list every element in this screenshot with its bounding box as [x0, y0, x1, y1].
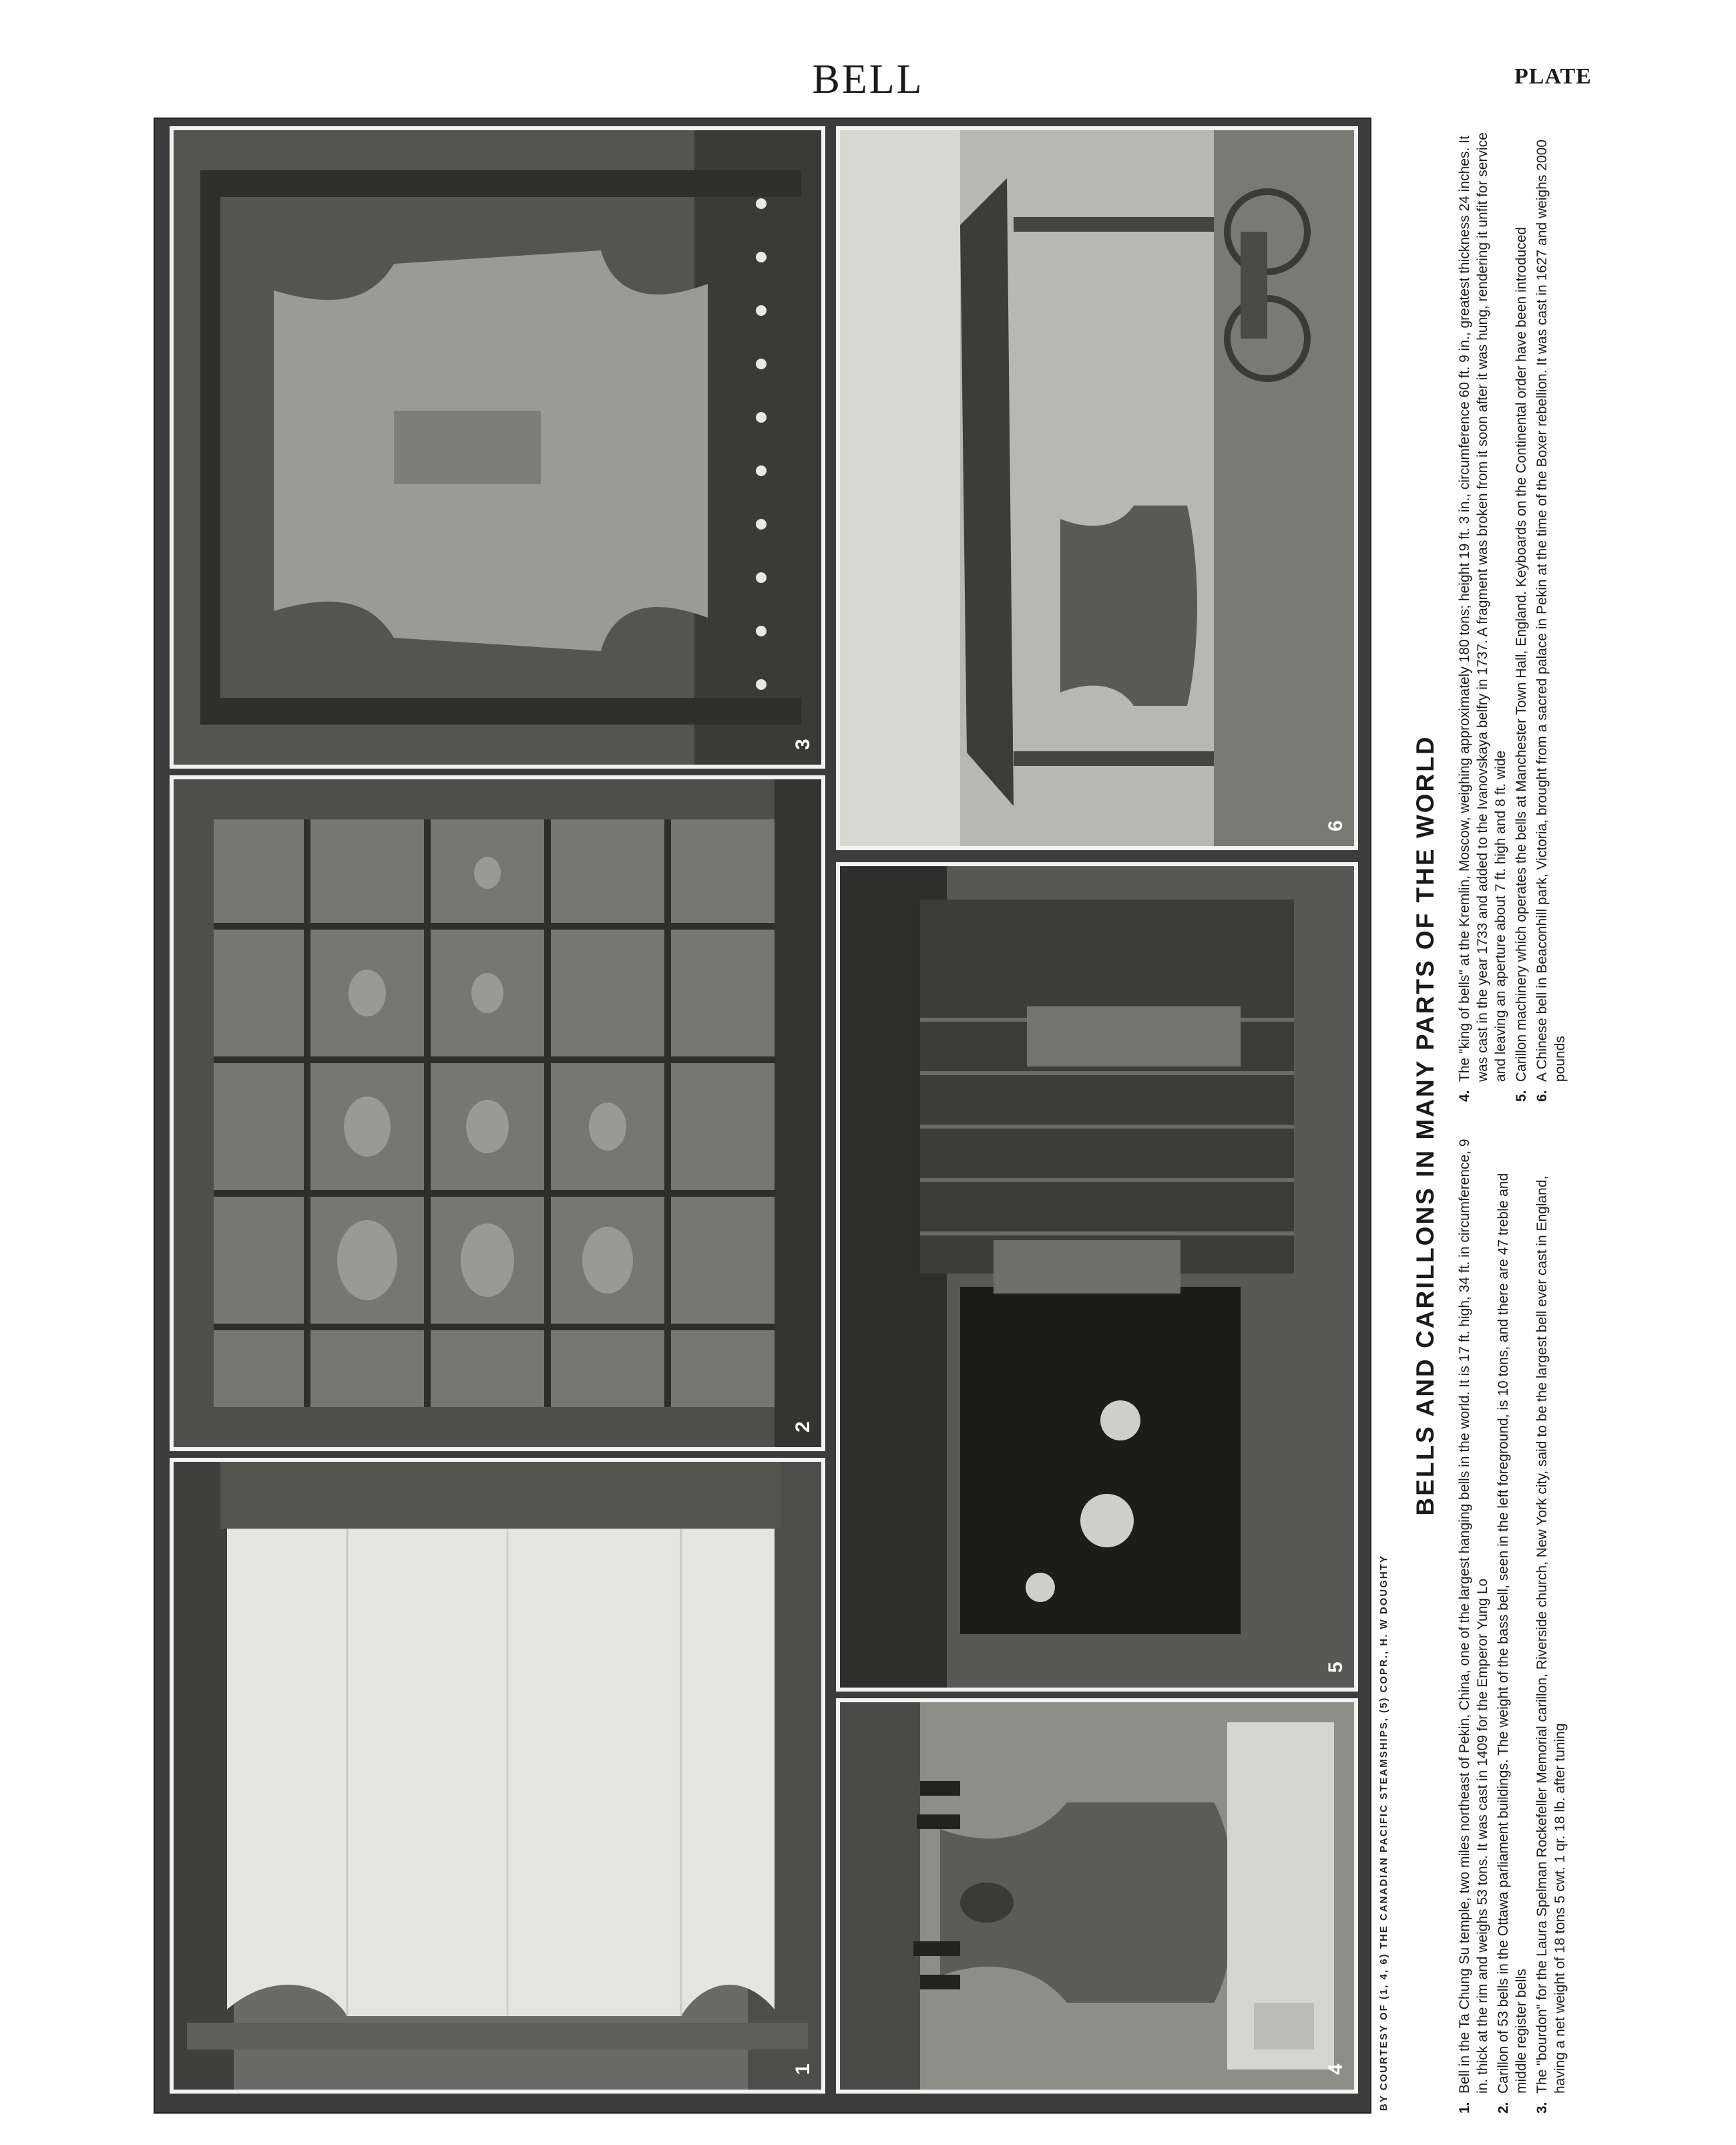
- photo-4: [836, 1698, 1358, 2094]
- plate-label: PLATE: [1514, 64, 1592, 89]
- photo-2-number: 2: [792, 1421, 814, 1432]
- photo-6: [836, 126, 1358, 850]
- caption-number: 4.: [1457, 1090, 1472, 1102]
- plate-heading: BELLS AND CARILLONS IN MANY PARTS OF THE WORLD: [1412, 735, 1439, 1516]
- photo-3-image: [174, 130, 821, 765]
- photo-2: [170, 775, 825, 1451]
- caption-item: [1494, 1139, 1530, 2114]
- caption-text: Bell in the Ta Chung Su temple, two miles northeast of Pekin, China, one of the largest hanging bells in the world. It is 17 ft. high, 34 ft. in circumference, 9 in. thick at the rim and weighs 53 tons. It was cast in 1409 for the Emperor Yung Lo: [1457, 1139, 1490, 2094]
- photo-credit: BY COURTESY OF (1, 4, 6) THE CANADIAN PACIFIC STEAMSHIPS, (5) COPR., H. W DOUGHTY: [1378, 1555, 1389, 2111]
- captions-left-column: [1456, 1139, 1572, 2114]
- caption-item: [1512, 127, 1530, 1102]
- photo-1-number: 1: [792, 2064, 814, 2075]
- rotated-plate: [154, 124, 1609, 2127]
- photo-4-number: 4: [1325, 2064, 1347, 2075]
- caption-item: [1456, 127, 1510, 1102]
- caption-number: 2.: [1496, 2102, 1511, 2114]
- photo-3-number: 3: [792, 739, 814, 750]
- caption-text: Carillon machinery which operates the bells at Manchester Town Hall, England. Keyboards on the Continental order have been introduced: [1514, 226, 1529, 1082]
- photo-4-image: [840, 1702, 1354, 2090]
- photo-2-image: [174, 779, 821, 1447]
- caption-text: A Chinese bell in Beaconhill park, Victoria, brought from a sacred palace in Pekin at the time of the Boxer rebellion. It was cast in 1627 and weighs 2000 pounds: [1534, 140, 1568, 1082]
- caption-item: [1533, 127, 1569, 1102]
- captions-right-column: [1456, 127, 1572, 1102]
- photo-5-image: [840, 866, 1354, 1688]
- photo-6-number: 6: [1325, 820, 1347, 831]
- photo-5-number: 5: [1325, 1662, 1347, 1673]
- captions: [1456, 127, 1572, 2114]
- photo-3: [170, 126, 825, 769]
- page-title: BELL: [812, 57, 924, 102]
- caption-number: 6.: [1534, 1090, 1550, 1102]
- caption-item: [1456, 1139, 1492, 2114]
- photo-5: [836, 862, 1358, 1692]
- photo-panel: [154, 118, 1371, 2114]
- caption-text: The "bourdon" for the Laura Spelman Rockefeller Memorial carillon, Riverside church, New York city, said to be the largest bell ever cast in England, having a net weight of 18 tons 5 cwt. 1 qr. 18 lb. after tuning: [1534, 1175, 1568, 2094]
- caption-text: Carillon of 53 bells in the Ottawa parliament buildings. The weight of the bass bell, seen in the left foreground, is 10 tons, and there are 47 treble and middle register bells: [1496, 1173, 1529, 2094]
- caption-item: [1533, 1139, 1569, 2114]
- photo-1: [170, 1458, 825, 2094]
- photo-6-image: [840, 130, 1354, 846]
- caption-number: 3.: [1534, 2102, 1550, 2114]
- caption-number: 1.: [1457, 2102, 1472, 2114]
- caption-text: The "king of bells" at the Kremlin, Moscow, weighing approximately 180 tons; height 19 ft. 3 in., circumference 60 ft. 9 in., greatest thickness 24 inches. It was cast in the year 1733 and added to the Ivanovskaya belfry in 1737. A fragment was broken from it soon after it was hung, rendering it unfit for service and leaving an aperture about 7 ft. high and 8 ft. wide: [1457, 132, 1508, 1082]
- caption-number: 5.: [1514, 1090, 1529, 1102]
- photo-1-image: [174, 1462, 821, 2090]
